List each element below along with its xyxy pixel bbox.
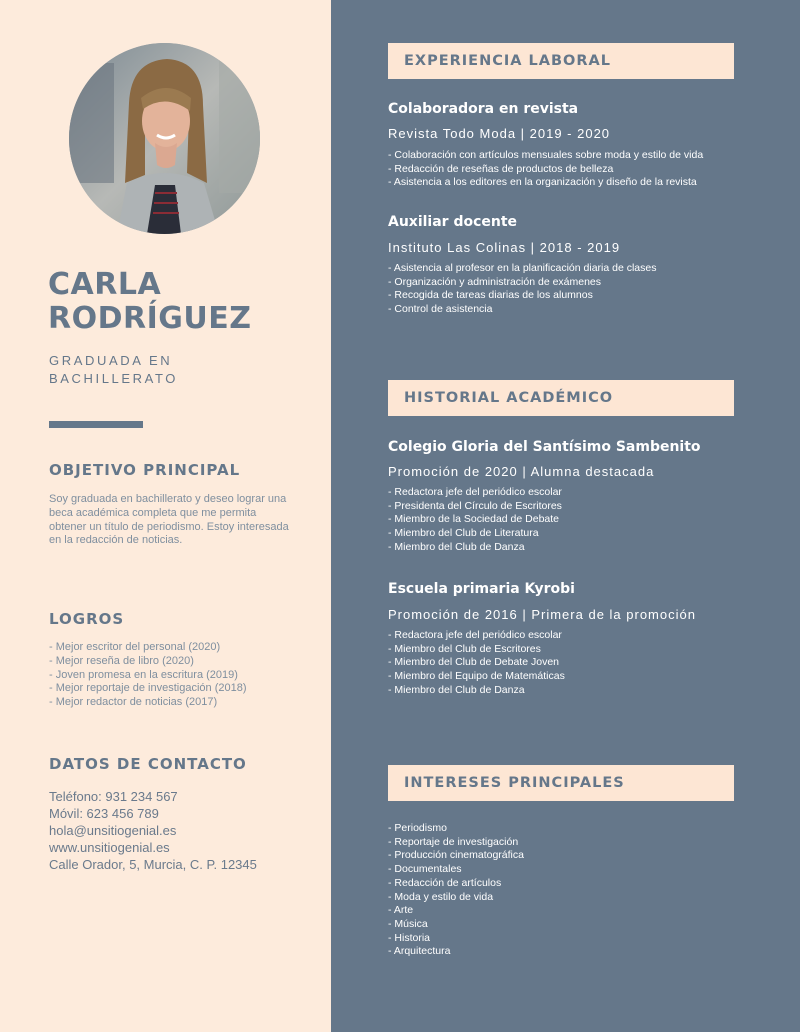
- job-duty-item: - Asistencia al profesor en la planificación diaria de clases: [388, 262, 657, 274]
- education-banner: [388, 380, 734, 416]
- job-duty-item: - Organización y administración de exámenes: [388, 275, 602, 288]
- interest-item: - Reportaje de investigación: [388, 835, 519, 848]
- interest-item: - Arquitectura: [388, 945, 451, 958]
- contact-phone: Teléfono: 931 234 567: [49, 789, 178, 804]
- achievements-heading: LOGROS: [49, 610, 125, 628]
- school-activity-item: - Miembro del Equipo de Matemáticas: [388, 670, 565, 683]
- school-activity-item: - Miembro del Club de Literatura: [388, 527, 539, 540]
- name-last: RODRÍGUEZ: [48, 301, 252, 336]
- achievement-item: - Joven promesa en la escritura (2019): [49, 668, 238, 681]
- contact-email: hola@unsitiogenial.es: [49, 823, 177, 838]
- school-activity-item: - Redactora jefe del periódico escolar: [388, 486, 562, 498]
- interest-item: - Música: [388, 917, 428, 930]
- job-title: Auxiliar docente: [388, 214, 518, 230]
- school-activity-item: - Miembro del Club de Danza: [388, 540, 525, 553]
- profile-photo-illustration: [69, 43, 260, 234]
- achievement-item: - Mejor redactor de noticias (2017): [49, 696, 218, 709]
- interests-list: [388, 822, 728, 959]
- job-duty-item: - Asistencia a los editores en la organización y diseño de la revista: [388, 176, 697, 189]
- profile-photo: [69, 43, 260, 234]
- interest-item: - Arte: [388, 904, 414, 917]
- objective-heading: OBJETIVO PRINCIPAL: [49, 461, 241, 479]
- school-title: Colegio Gloria del Santísimo Sambenito: [388, 439, 701, 455]
- section-divider: [49, 421, 143, 428]
- candidate-name: [48, 268, 252, 336]
- achievement-item: - Mejor reseña de libro (2020): [49, 654, 194, 667]
- contact-details: [49, 788, 257, 873]
- school-activity-item: - Miembro del Club de Danza: [388, 683, 525, 696]
- school-activity-item: - Miembro del Club de Debate Joven: [388, 656, 560, 669]
- contact-mobile: Móvil: 623 456 789: [49, 806, 159, 821]
- school-activities-list: [388, 486, 728, 555]
- school-activity-item: - Presidenta del Círculo de Escritores: [388, 499, 562, 512]
- interest-item: - Historia: [388, 931, 431, 944]
- job-duties-list: [388, 262, 728, 317]
- interest-item: - Moda y estilo de vida: [388, 890, 494, 903]
- interest-item: - Redacción de artículos: [388, 876, 502, 889]
- experience-heading: EXPERIENCIA LABORAL: [404, 53, 611, 69]
- interest-item: - Producción cinematográfica: [388, 849, 524, 862]
- education-heading: HISTORIAL ACADÉMICO: [404, 390, 614, 406]
- achievements-list: [49, 641, 299, 710]
- school-activity-item: - Miembro del Club de Escritores: [388, 642, 541, 655]
- achievement-item: - Mejor reportaje de investigación (2018): [49, 682, 247, 695]
- school-subtitle: Promoción de 2016 | Primera de la promoción: [388, 607, 696, 622]
- school-subtitle: Promoción de 2020 | Alumna destacada: [388, 464, 655, 479]
- job-duty-item: - Colaboración con artículos mensuales sobre moda y estilo de vida: [388, 149, 704, 161]
- job-duties-list: [388, 149, 728, 190]
- job-title: Colaboradora en revista: [388, 101, 579, 117]
- job-duty-item: - Control de asistencia: [388, 303, 493, 316]
- candidate-subtitle: GRADUADA EN BACHILLERATO: [49, 353, 178, 386]
- school-title: Escuela primaria Kyrobi: [388, 581, 575, 597]
- name-first: CARLA: [48, 267, 162, 302]
- job-duty-item: - Redacción de reseñas de productos de belleza: [388, 162, 614, 175]
- contact-heading: DATOS DE CONTACTO: [49, 755, 247, 773]
- objective-text: Soy graduada en bachillerato y deseo lograr una beca académica completa que me permita obtener un título de periodismo. Estoy interesada en la redacción de noticias.: [49, 493, 289, 547]
- interest-item: - Periodismo: [388, 822, 447, 834]
- job-subtitle: Instituto Las Colinas | 2018 - 2019: [388, 240, 621, 255]
- achievement-item: - Mejor escritor del personal (2020): [49, 641, 221, 653]
- job-duty-item: - Recogida de tareas diarias de los alumnos: [388, 289, 593, 302]
- interests-heading: INTERESES PRINCIPALES: [404, 775, 625, 791]
- school-activity-item: - Miembro de la Sociedad de Debate: [388, 513, 560, 526]
- school-activities-list: [388, 629, 728, 698]
- school-activity-item: - Redactora jefe del periódico escolar: [388, 629, 562, 641]
- contact-website: www.unsitiogenial.es: [49, 840, 170, 855]
- contact-address: Calle Orador, 5, Murcia, C. P. 12345: [49, 857, 257, 872]
- experience-banner: [388, 43, 734, 79]
- interest-item: - Documentales: [388, 863, 462, 876]
- job-subtitle: Revista Todo Moda | 2019 - 2020: [388, 126, 611, 141]
- interests-banner: [388, 765, 734, 801]
